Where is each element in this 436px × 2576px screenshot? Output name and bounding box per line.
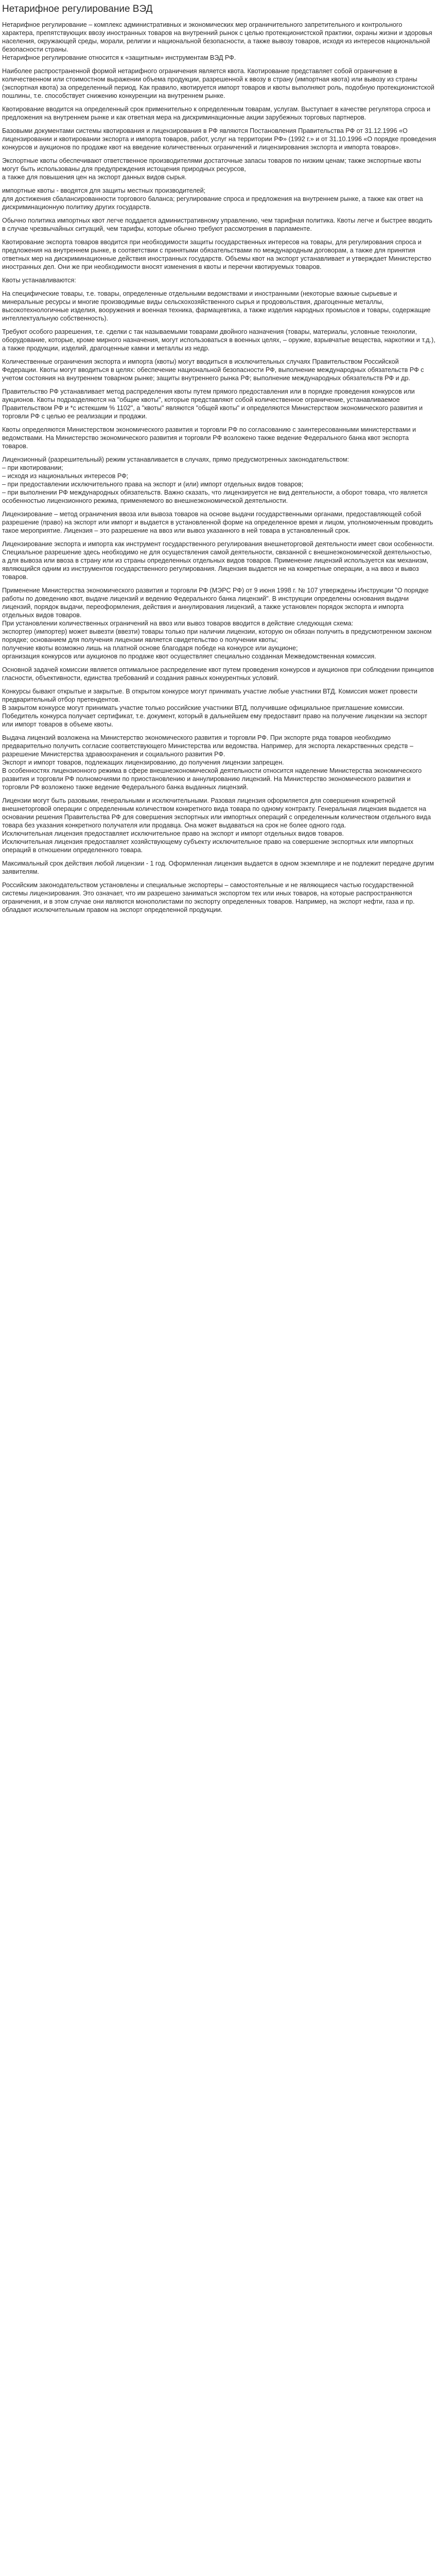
paragraph: Основной задачей комиссии является оптимальное распределение квот путем проведения конкурсов и аукционов при соблюдении принципов гласности, объективности, единства требований и создания равных конкурентных условий. [2,666,434,682]
paragraph: импортные квоты - вводятся для защиты местных производителей; для достижения сбалансированности торгового баланса; регулирование спроса и предложения на внутреннем рынке, а также как ответ на дискриминационную политику других государств. [2,187,423,211]
paragraph: Квотирование экспорта товаров вводится при необходимости защиты государственных интересов на товары, для регулирования спроса и предложения на внутреннем рынке, в соответствии с принятыми обязательствами по международным договорам, а также для принятия ответных мер на дискриминационные действия иностранных государств. Объемы квот на экспорт устанавливает и утверждает Министерство иностранных дел. Они же при необходимости вносят изменения в квоты и перечни квотируемых товаров. [2,239,431,270]
paragraph: Экспортные квоты обеспечивают ответственное производителями достаточные запасы товаров по низким ценам; также экспортные квоты могут быть использованы для предупреждения истощения природных ресурсов, а также для повышения цен на экспорт данных видов сырья. [2,157,422,181]
document-body [2,21,436,914]
paragraph: Правительство РФ устанавливает метод распределения квоты путем прямого предоставления или в порядке проведения конкурсов или аукционов. Квоты подразделяются на "общие квоты", которые представляют собой количественное ограничение, устанавливаемое Правительством РФ и *с истекшим % 1102", а "квоты" являются "общей квоты" и определяются Министерством экономического развития и торговли РФ с целью ее реализации и продажи. [2,388,423,420]
paragraph: Квоты определяются Министерством экономического развития и торговли РФ по согласованию с заинтересованными министерствами и ведомствами. На Министерство экономического развития и торговли РФ возложено также ведение Федерального банка квот экспорта товаров. [2,426,416,450]
page-title: Нетарифное регулирование ВЭД [2,4,153,14]
paragraph: Конкурсы бывают открытые и закрытые. В открытом конкурсе могут принимать участие любые участники ВТД. Комиссия может провести предварительный отбор претендентов. В закрытом конкурсе могут принимать участие только российские участники ВТД, получившие официальное приглашение комиссии. Победитель конкурса получает сертификат, т.е. документ, который в дальнейшем ему предоставит право на получение лицензии на экспорт или импорт товаров в объеме квоты. [2,688,428,728]
paragraph: Наиболее распространенной формой нетарифного ограничения является квота. Квотирование представляет собой ограничение в количественном или стоимостном выражении объема продукции, разрешенной к ввозу в страну (импортная квота) или вывозу из страны (экспортная квота) за определенный период. Как правило, квотируется импорт товаров и квоты выполняют роль, подобную протекционистской пошлины, т.е. способствует снижению конкуренции на внутреннем рынке. [2,67,434,99]
paragraph: Количественные ограничения экспорта и импорта (квоты) могут вводиться в исключительных случаях Правительством Российской Федерации. Квоты могут вводиться в целях: обеспечение национальной безопасности РФ, выполнение международных обязательств РФ с учетом состояния на внутреннем товарном рынке; защиты внутреннего рынка РФ; выполнение международных обязательств РФ и др. [2,358,424,382]
paragraph: Лицензионный (разрешительный) режим устанавливается в случаях, прямо предусмотренных законодательством: – при квотировании; – исходя из национальных интересов РФ; – при предоставлении исключительного права на экспорт и (или) импорт отдельных видов товаров; – при выполнении РФ международных обязательств. Важно сказать, что лицензируется не вид деятельности, а оборот товара, что является особенностью лицензионного режима, применяемого во внешнеэкономической деятельности. [2,456,428,504]
paragraph: На специфические товары, т.е. товары, определенные отдельными ведомствами и иностранными (некоторые важные сырьевые и минеральные ресурсы и многие производимые виды сельскохозяйственного сырья и продовольствия, драгоценные металлы, высокотехнологичные изделия, вооружения и военная техника, фармацевтика, а также изделия народных промыслов и товары, содержащие интеллектуальную собственность). [2,290,431,322]
paragraph: Квоты устанавливаются: [2,277,76,284]
paragraph: Лицензирование экспорта и импорта как инструмент государственного регулирования внешнеторговой деятельности имеет свои особенности. Специальное разрешение здесь необходимо не для осуществления самой деятельности, связанной с внешнеэкономической деятельностью, а для вывоза или ввоза в страну или из страны определенных отдельных видов товаров. Применение лицензий используется как механизм, являющийся одним из инструментов государственного регулирования. Лицензия выдается не на конкретные операции, а на ввоз и вывоз товаров. [2,540,434,581]
paragraph: Максимальный срок действия любой лицензии - 1 год. Оформленная лицензия выдается в одном экземпляре и не подлежит передаче другим заявителям. [2,860,434,875]
paragraph: Лицензирование – метод ограничения ввоза или вывоза товаров на основе выдачи государственными органами, предоставляющей собой разрешение (право) на экспорт или импорт и выдается в установленной форме на определенное время и лицом, уполномоченным проводить такое мероприятие. Лицензия – это разрешение на ввоз или вывоз указанного в ней товара в установленный срок. [2,511,433,534]
paragraph: Квотирование вводится на определенный срок применительно к определенным товарам, услугам. Выступает в качестве регулятора спроса и предложения на внутреннем рынке и как ответная мера на дискриминационные акции зарубежных торговых партнеров. [2,106,431,121]
paragraph: Требуют особого разрешения, т.е. сделки с так называемыми товарами двойного назначения (товары, материалы, условные технологии, оборудование, которые, кроме мирного назначения, могут использоваться в военных целях, – оружие, взрывчатые вещества, наркотики и т.д.), а также продукции, изделий, драгоценные камни и металлы из недр. [2,328,435,352]
document-page [0,0,436,940]
paragraph: Базовыми документами системы квотирования и лицензирования в РФ являются Постановления Правительства РФ от 31.12.1996 «О лицензировании и квотировании экспорта и импорта товаров, работ, услуг на территории РФ» (1992 г.» и от 31.10.1996 «О порядке проведения конкурсов и аукционов по продаже квот на введение количественных ограничений и лицензирования экспорта и импорта товаров». [2,127,436,151]
paragraph: Российским законодательством установлены и специальные экспортеры – самостоятельные и не являющиеся частью государственной системы лицензирования. Это означает, что им разрешено заниматься экспортом тех или иных товаров, на которые распространяются ограничения, и в этом случае они являются монополистами по экспорту определенных товаров. Например, на экспорт нефти, газа и пр. обладают исключительным правом на экспорт определенной продукции. [2,882,415,913]
paragraph: Обычно политика импортных квот легче поддается административному управлению, чем тарифная политика. Квоты легче и быстрее вводить в случае чрезвычайных ситуаций, чем тарифы, которые обычно требуют рассмотрения в парламенте. [2,217,432,232]
paragraph: Нетарифное регулирование – комплекс административных и экономических мер ограничительного запретительного и контрольного характера, препятствующих ввозу иностранных товаров на внутренний рынок с целью протекционистской практики, охраны жизни и здоровья населения, окружающей среды, морали, религии и национальной безопасности, а также вывозу товаров, исходя из интересов национальной безопасности страны. Нетарифное регулирование относится к «защитным» инструментам ВЭД РФ. [2,21,432,61]
paragraph: Лицензии могут быть разовыми, генеральными и исключительными. Разовая лицензия оформляется для совершения конкретной внешнеторговой операции с определенным количеством конкретного вида товара по одному контракту. Генеральная лицензия выдается на основании решения Правительства РФ для совершения экспортных или импортных операций с определенным количеством отдельного вида товара без указания конкретного получателя или продавца. Она может выдаваться на срок не более одного года. Исключительная лицензия предоставляет исключительное право на экспорт и импорт отдельных видов товаров. Исключительная лицензия предоставляет хозяйствующему субъекту исключительное право на совершение экспортных или импортных операций в отношении определенного товара. [2,797,431,854]
paragraph: Применение Министерства экономического развития и торговли РФ (МЭРС РФ) от 9 июня 1998 г. № 107 утверждены Инструкции "О порядке работы по доведению квот, выдаче лицензий и ведению Федерального банка лицензий". В инструкции определены основания выдачи лицензий, порядок выдачи, переоформления, действия и аннулирования лицензий, а также установлен порядок экспорта и импорта отдельных видов товаров. При установлении количественных ограничений на ввоз или вывоз товаров вводится в действие следующая схема: экспортер (импортер) может вывезти (ввезти) товары только при наличии лицензии, которую он обязан получить в предусмотренном законом порядке; основанием для получения лицензии является свидетельство о получении квоты; получение квоты возможно лишь на платной основе благодаря победе на конкурсе или аукционе; организация конкурсов или аукционов по продаже квот осуществляет специально созданная Межведомственная комиссия. [2,587,432,660]
paragraph: Выдача лицензий возложена на Министерство экономического развития и торговли РФ. При экспорте ряда товаров необходимо предварительно получить согласие соответствующего Министерства или ведомства. Например, для экспорта лекарственных средств – разрешение Министерства здравоохранения и социального развития РФ. Экспорт и импорт товаров, подлежащих лицензированию, до получения лицензии запрещен. В особенностях лицензионного режима в сфере внешнеэкономической деятельности относится наделение Министерства экономического развития и торговли РФ полномочиями по приостановлению и аннулированию лицензий. На Министерство экономического развития и торговли РФ возложено также ведение Федерального банка выданных лицензий. [2,734,422,791]
